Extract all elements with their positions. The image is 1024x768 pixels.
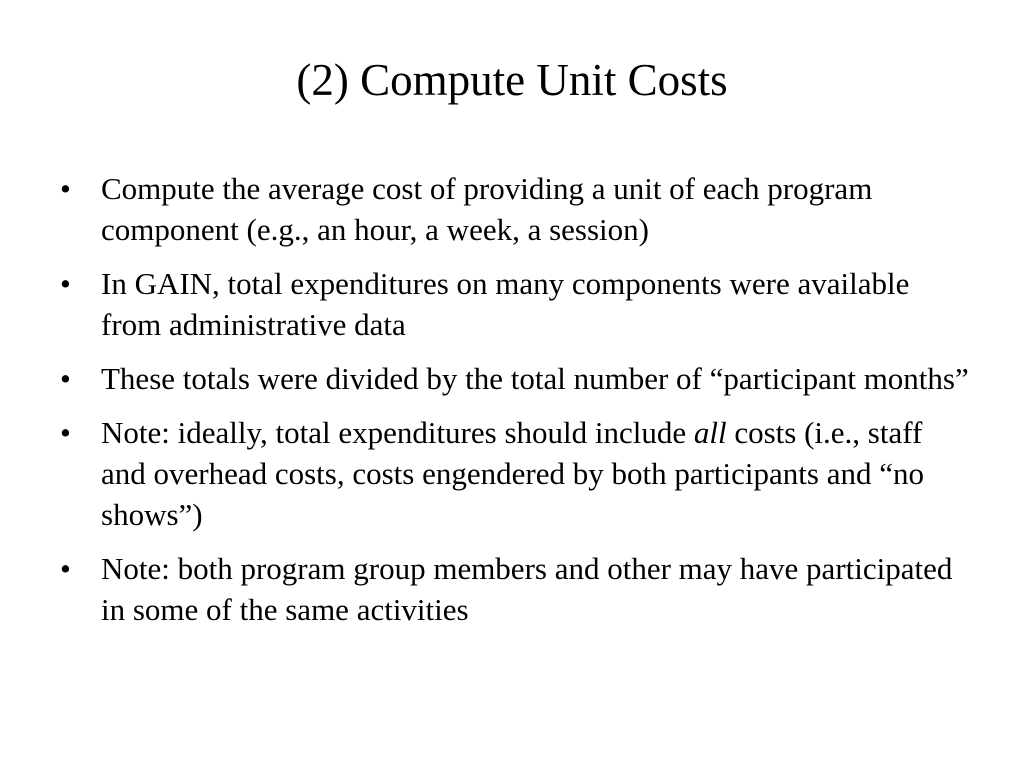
bullet-text: In GAIN, total expenditures on many components were available from administrative data (101, 266, 910, 342)
bullet-text-emphasis: all (693, 415, 727, 450)
bullet-list (60, 168, 970, 643)
bullet-item (60, 412, 970, 535)
slide-title: (2) Compute Unit Costs (296, 55, 728, 105)
bullet-dot-icon: • (60, 415, 71, 450)
bullet-text-before: Note: ideally, total expenditures should include (101, 415, 694, 450)
bullet-item (60, 168, 970, 250)
bullet-item (60, 263, 970, 345)
bullet-text: Compute the average cost of providing a unit of each program component (e.g., an hour, a week, a session) (101, 171, 873, 247)
bullet-dot-icon: • (60, 171, 71, 206)
bullet-text: Note: both program group members and other may have participated in some of the same activities (101, 551, 953, 627)
bullet-dot-icon: • (60, 361, 71, 396)
bullet-dot-icon: • (60, 266, 71, 301)
bullet-dot-icon: • (60, 551, 71, 586)
bullet-item (60, 548, 970, 630)
bullet-item (60, 358, 970, 399)
bullet-text-after: costs (i.e., staff and overhead costs, costs engendered by both participants and “no shows”) (101, 415, 924, 532)
bullet-text: These totals were divided by the total number of “participant months” (101, 361, 969, 396)
